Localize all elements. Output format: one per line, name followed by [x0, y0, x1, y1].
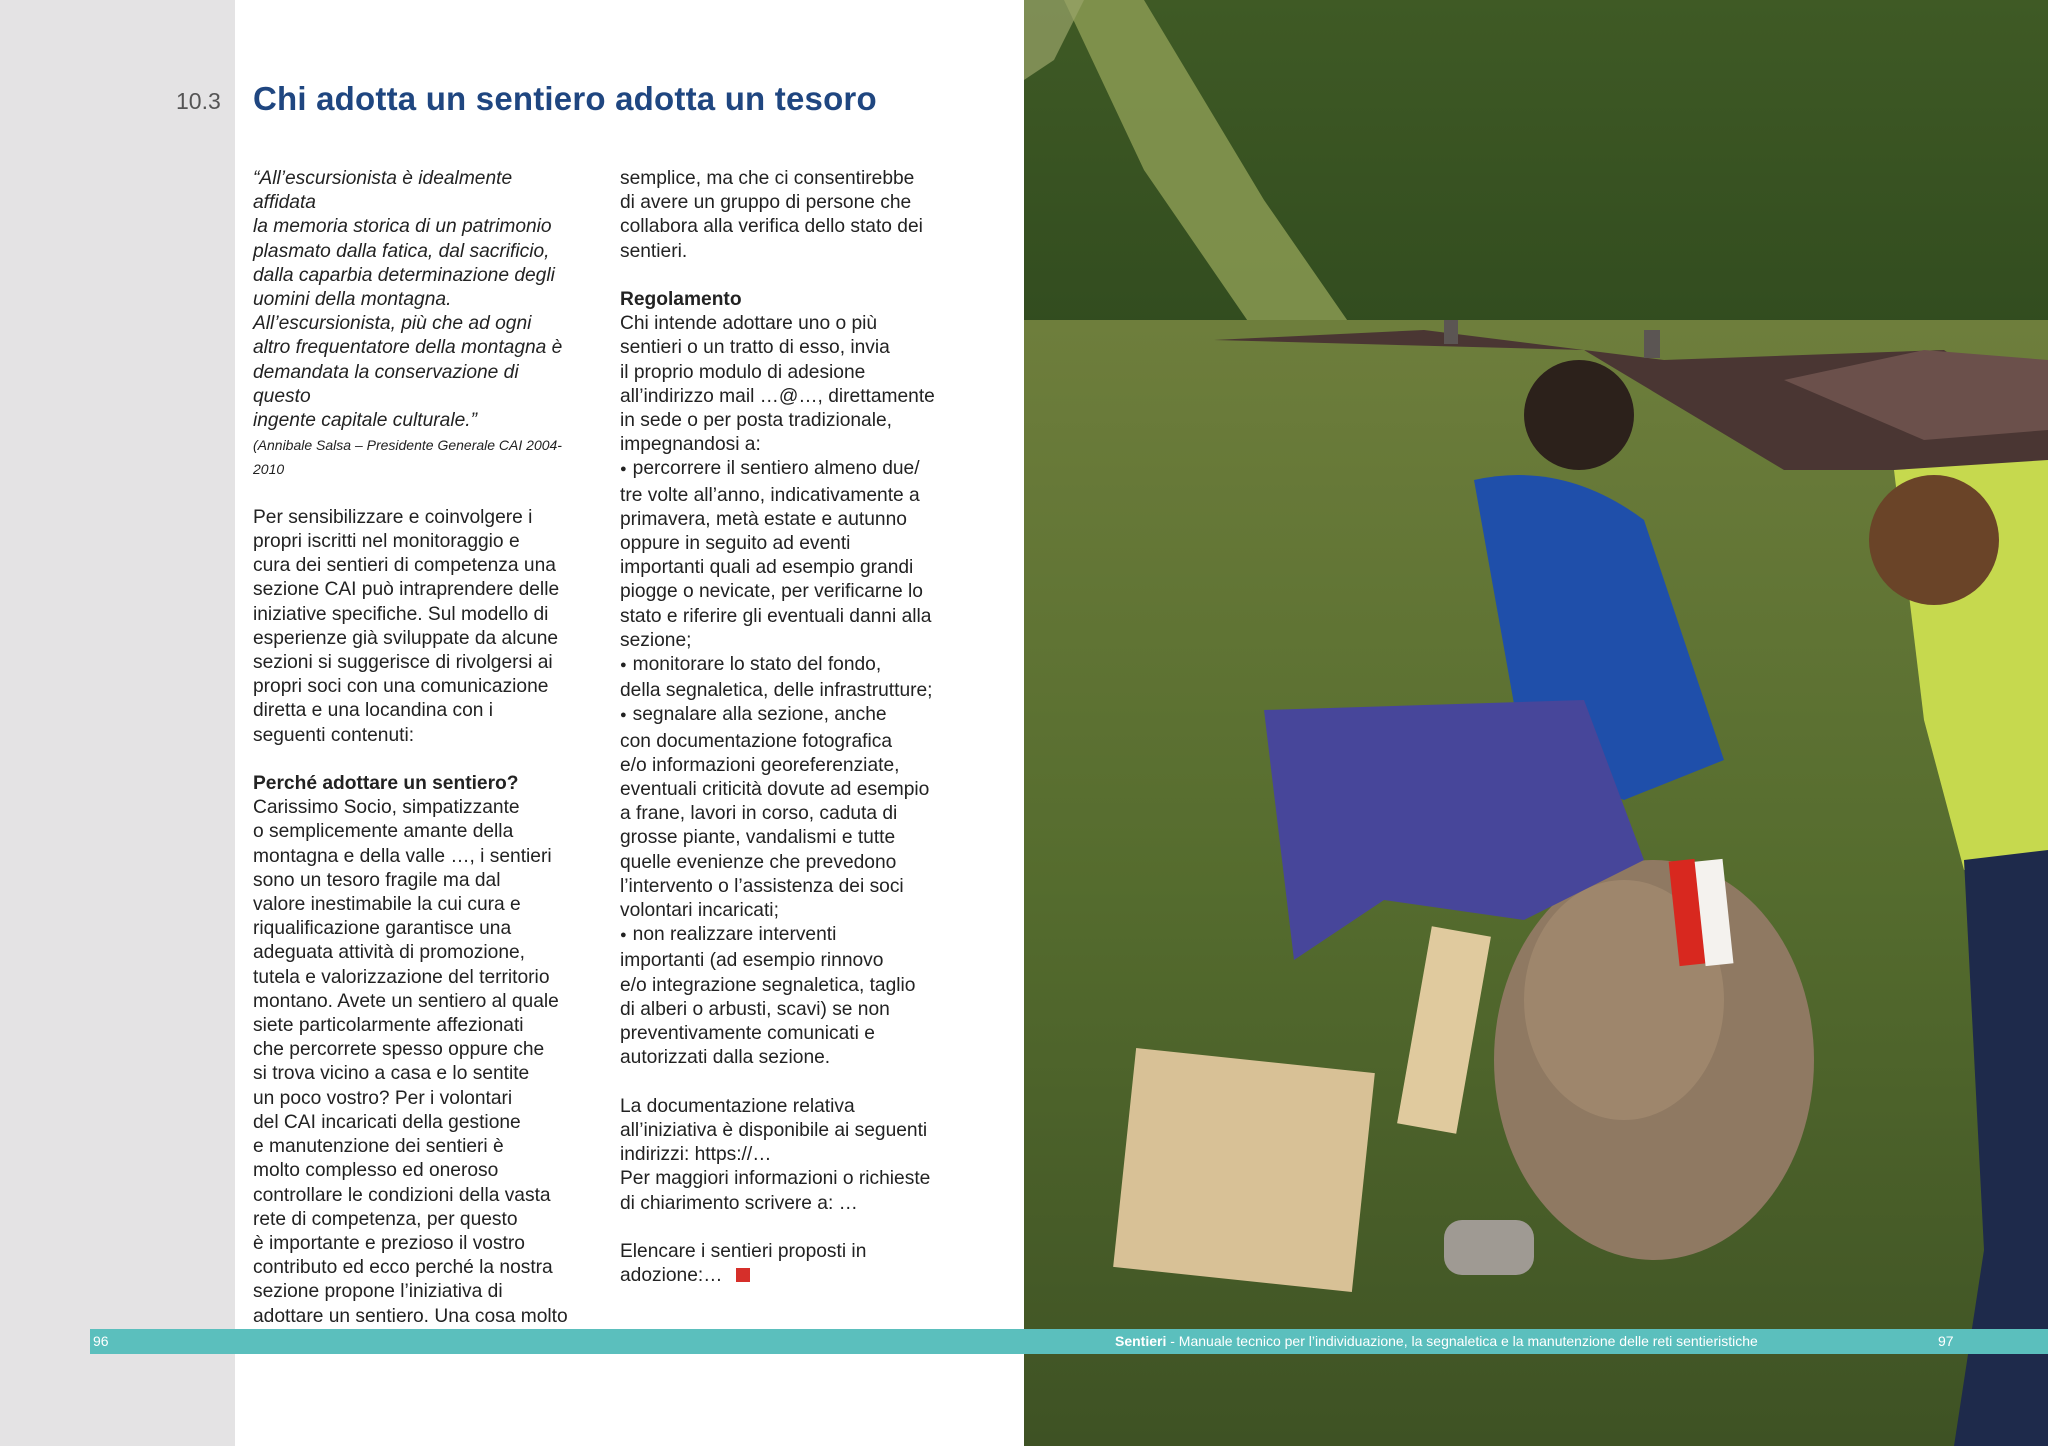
quote-attribution	[253, 433, 575, 481]
bullet-line: l’intervento o l’assistenza dei soci	[620, 875, 904, 897]
why-line: sono un tesoro fragile ma dal	[253, 869, 501, 891]
intro-line: iniziative specifiche. Sul modello di	[253, 603, 549, 625]
doc-line: indirizzi: https://…	[620, 1144, 772, 1166]
hut-chimney	[1644, 330, 1660, 358]
bullet-line: di alberi o arbusti, scavi) se non	[620, 998, 890, 1020]
why-line: adottare un sentiero. Una cosa molto	[253, 1305, 568, 1327]
intro-line: seguenti contenuti:	[253, 724, 415, 746]
why-line: molto complesso ed oneroso	[253, 1160, 499, 1182]
closing-line-text: adozione:…	[620, 1265, 723, 1287]
intro-line: cura dei sentieri di competenza una	[253, 555, 556, 577]
attribution-line: (Annibale Salsa – Presidente Generale CAI 2004-	[253, 437, 562, 454]
epigraph-quote	[253, 167, 575, 433]
quote-line: la memoria storica di un patrimonio	[253, 216, 552, 238]
quote-line: dalla caparbia determinazione degli	[253, 264, 555, 286]
bullet-line: volontari incaricati;	[620, 900, 779, 922]
why-line: Carissimo Socio, simpatizzante	[253, 797, 520, 819]
intro-line: propri soci con una comunicazione	[253, 676, 549, 698]
intro-line: Per sensibilizzare e coinvolgere i	[253, 506, 533, 528]
footer-bar	[90, 1329, 2048, 1354]
bullet-line: della segnaletica, delle infrastrutture;	[620, 680, 933, 702]
bullet-line: piogge o nevicate, per verificarne lo	[620, 581, 923, 603]
bullet-line: e/o informazioni georeferenziate,	[620, 754, 900, 776]
bullet-line: sezione;	[620, 629, 692, 651]
bullet-line: oppure in seguito ad eventi	[620, 533, 851, 555]
bullet-line: preventivamente comunicati e	[620, 1023, 875, 1045]
why-line: è importante e prezioso il vostro	[253, 1232, 525, 1254]
publication-title: Sentieri	[1115, 1333, 1167, 1349]
why-line: contributo ed ecco perché la nostra	[253, 1257, 553, 1279]
why-line: adeguata attività di promozione,	[253, 942, 525, 964]
bullet-line: stato e riferire gli eventuali danni alla	[620, 605, 932, 627]
left-margin-band	[0, 0, 235, 1446]
closing-line	[620, 1264, 940, 1288]
why-line: si trova vicino a casa e lo sentite	[253, 1063, 530, 1085]
intro-line: esperienze già sviluppate da alcune	[253, 627, 559, 649]
bullet-item: ● segnalare alla sezione, anche	[620, 703, 940, 729]
doc-line: Per maggiori informazioni o richieste	[620, 1168, 931, 1190]
wooden-toolbox	[1113, 1048, 1375, 1292]
quote-line: altro frequentatore della montagna è	[253, 337, 563, 359]
why-paragraph-continued	[620, 167, 940, 264]
rules-line: impegnandosi a:	[620, 434, 761, 456]
documentation-paragraph	[620, 1095, 940, 1216]
quote-line: plasmato dalla fatica, dal sacrificio,	[253, 240, 550, 262]
why-paragraph	[253, 796, 575, 1328]
bullet-line: eventuali criticità dovute ad esempio	[620, 779, 930, 801]
bullet-line: primavera, metà estate e autunno	[620, 508, 907, 530]
why-line: semplice, ma che ci consentirebbe	[620, 168, 915, 189]
intro-paragraph	[253, 506, 575, 748]
bullet-line: a frane, lavori in corso, caduta di	[620, 803, 898, 825]
why-line: montagna e della valle …, i sentieri	[253, 845, 552, 867]
bullet-line: tre volte all’anno, indicativamente a	[620, 484, 920, 506]
running-footer	[1115, 1333, 1758, 1349]
publication-subtitle: - Manuale tecnico per l’individuazione, la segnaletica e la manutenzione delle reti sentieristiche	[1166, 1333, 1758, 1349]
why-line: tutela e valorizzazione del territorio	[253, 966, 550, 988]
bullet-line: grosse piante, vandalismi e tutte	[620, 827, 896, 849]
rules-line: Chi intende adottare uno o più	[620, 313, 878, 335]
bullet-line: quelle evenienze che prevedono	[620, 851, 897, 873]
quote-line: demandata la conservazione di questo	[253, 361, 519, 407]
rules-line: il proprio modulo di adesione	[620, 361, 866, 383]
why-line: del CAI incaricati della gestione	[253, 1111, 521, 1133]
rules-intro	[620, 312, 940, 457]
rules-line: in sede o per posta tradizionale,	[620, 410, 892, 432]
why-line: e manutenzione dei sentieri è	[253, 1136, 504, 1158]
section-number: 10.3	[176, 88, 221, 114]
why-line: siete particolarmente affezionati	[253, 1015, 524, 1037]
bullet-line: importanti quali ad esempio grandi	[620, 557, 914, 579]
intro-line: sezioni si suggerisce di rivolgersi ai	[253, 652, 553, 674]
intro-line: propri iscritti nel monitoraggio e	[253, 531, 520, 553]
why-line: montano. Avete un sentiero al quale	[253, 990, 559, 1012]
why-line: di avere un gruppo di persone che	[620, 192, 912, 214]
page-number-left: 96	[93, 1333, 109, 1349]
doc-line: La documentazione relativa	[620, 1095, 855, 1117]
bullet-line: con documentazione fotografica	[620, 730, 892, 752]
bullet-item: ● percorrere il sentiero almeno due/	[620, 457, 940, 483]
end-of-article-marker	[736, 1268, 750, 1282]
why-line: sezione propone l’iniziativa di	[253, 1281, 503, 1303]
why-line: collabora alla verifica dello stato dei	[620, 216, 923, 238]
bullet-line: importanti (ad esempio rinnovo	[620, 950, 884, 972]
why-line: che percorrete spesso oppure che	[253, 1039, 545, 1061]
intro-line: sezione CAI può intraprendere delle	[253, 579, 560, 601]
bullet-item: ● monitorare lo stato del fondo,	[620, 653, 940, 679]
rules-line: sentieri o un tratto di esso, invia	[620, 337, 890, 359]
closing-paragraph	[620, 1240, 940, 1288]
quote-line: ingente capitale culturale.”	[253, 410, 477, 432]
why-line: rete di competenza, per questo	[253, 1208, 518, 1230]
why-line: un poco vostro? Per i volontari	[253, 1087, 513, 1109]
rock-small	[1444, 1220, 1534, 1275]
rules-bullet-list	[620, 457, 940, 1070]
doc-line: all’iniziativa è disponibile ai seguenti	[620, 1119, 928, 1141]
why-line: valore inestimabile la cui cura e	[253, 894, 521, 916]
why-line: controllare le condizioni della vasta	[253, 1184, 551, 1206]
page-number-right: 97	[1938, 1333, 1954, 1349]
closing-line: Elencare i sentieri proposti in	[620, 1240, 867, 1262]
bullet-line: e/o integrazione segnaletica, taglio	[620, 974, 916, 996]
bullet-line: autorizzati dalla sezione.	[620, 1047, 831, 1069]
hiker-right-head	[1869, 475, 1999, 605]
quote-line: uomini della montagna.	[253, 289, 452, 311]
rules-line: all’indirizzo mail …@…, direttamente	[620, 385, 935, 407]
quote-line: All’escursionista, più che ad ogni	[253, 313, 532, 335]
bullet-item: ● non realizzare interventi	[620, 923, 940, 949]
why-line: sentieri.	[620, 240, 688, 262]
rules-heading: Regolamento	[620, 289, 742, 310]
attribution-line: 2010	[253, 461, 285, 478]
section-title: Chi adotta un sentiero adotta un tesoro	[253, 80, 877, 117]
text-column-right	[620, 167, 940, 1288]
hiker-left-head	[1524, 360, 1634, 470]
why-line: riqualificazione garantisce una	[253, 918, 512, 940]
quote-line: “All’escursionista è idealmente affidata	[253, 168, 513, 214]
why-heading: Perché adottare un sentiero?	[253, 773, 519, 795]
intro-line: diretta e una locandina con i	[253, 700, 494, 722]
hut-chimney	[1444, 320, 1458, 344]
trail-marking-photo	[1024, 0, 2048, 1446]
text-column-left	[253, 167, 575, 1329]
why-line: o semplicemente amante della	[253, 821, 514, 843]
doc-line: di chiarimento scrivere a: …	[620, 1192, 858, 1214]
